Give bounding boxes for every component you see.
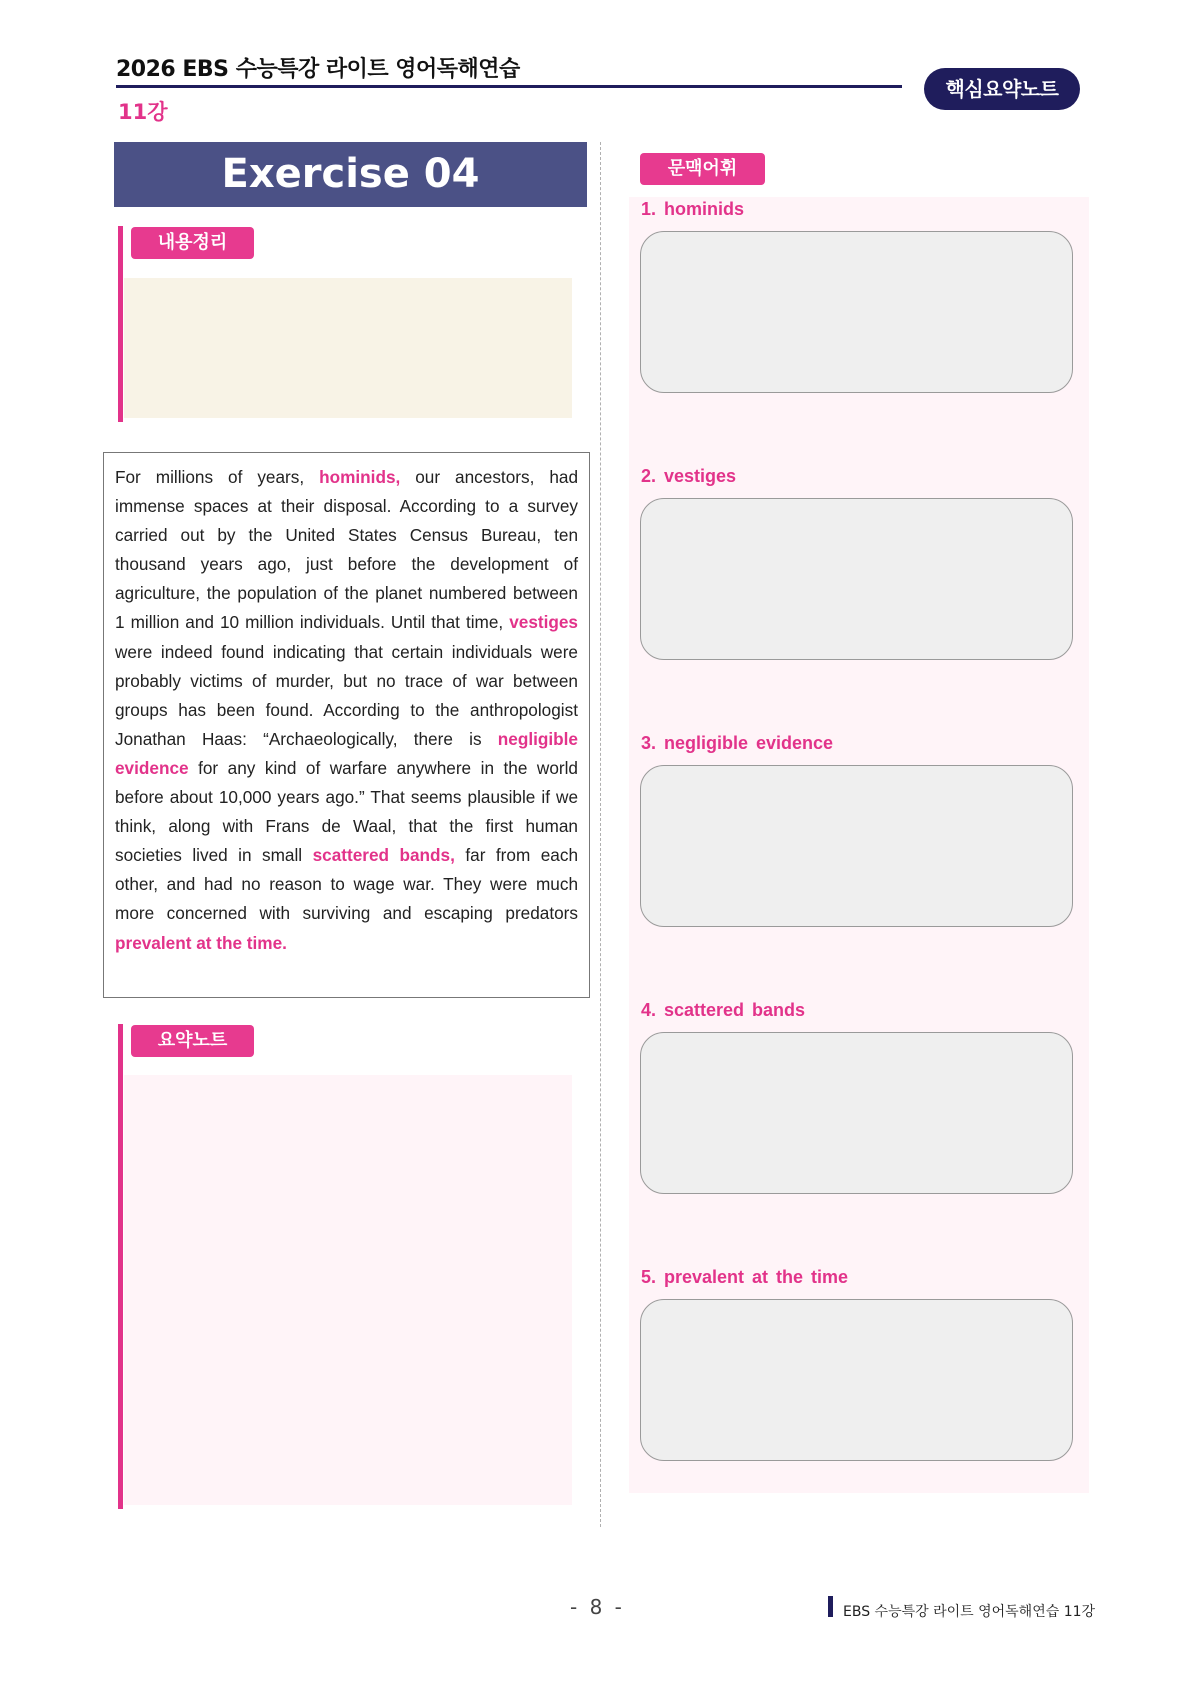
page-number: - 8 -	[570, 1595, 625, 1619]
highlight-negligible-evidence: negligible evidence	[115, 728, 578, 778]
vocab-answer-box[interactable]	[640, 231, 1073, 393]
section-badge: 핵심요약노트	[924, 68, 1080, 110]
vocab-label: 문맥어휘	[640, 153, 765, 185]
highlight-scattered-bands: scattered bands,	[312, 845, 455, 866]
vocab-item-label: 2. vestiges	[641, 466, 737, 486]
highlight-hominids: hominids,	[319, 467, 401, 487]
vocab-item-label: 1. hominids	[641, 199, 745, 219]
summary-note-box[interactable]	[124, 1075, 572, 1505]
content-summary-box[interactable]	[124, 278, 572, 418]
content-summary-accent-bar	[118, 226, 123, 422]
passage-text: were indeed found indicating that certain individuals were probably victims of murder, but no trace of war between groups has been found. According to the anthropologist Jonathan Haas: “Archaeologically, there is	[115, 641, 578, 749]
document-title: 2026 EBS 수능특강 라이트 영어독해연습	[116, 57, 520, 82]
content-summary-label: 내용정리	[131, 227, 254, 259]
vocab-answer-box[interactable]	[640, 1032, 1073, 1194]
exercise-title: Exercise 04	[114, 142, 587, 207]
summary-note-label: 요약노트	[131, 1025, 254, 1057]
highlight-prevalent-at-the-time: prevalent at the time.	[115, 932, 287, 953]
vocab-item-label: 3. negligible evidence	[641, 733, 834, 753]
vocab-item-label: 5. prevalent at the time	[641, 1267, 849, 1287]
vocab-answer-box[interactable]	[640, 765, 1073, 927]
vocab-answer-box[interactable]	[640, 1299, 1073, 1461]
passage-text: For millions of years,	[115, 467, 320, 487]
vocab-item-label: 4. scattered bands	[641, 1000, 806, 1020]
header-divider	[116, 85, 902, 88]
passage-text: for any kind of warfare anywhere in the world before about 10,000 years ago.” That seems plausible if we think, along with Frans de Waal, that the first human societies lived in small	[115, 757, 578, 866]
vocab-answer-box[interactable]	[640, 498, 1073, 660]
lesson-number: 11강	[118, 100, 168, 124]
footer-accent-bar	[828, 1596, 833, 1617]
footer-text: EBS 수능특강 라이트 영어독해연습 11강	[843, 1604, 1096, 1620]
reading-passage	[103, 452, 590, 998]
highlight-vestiges: vestiges	[509, 612, 578, 633]
passage-text: far from each other, and had no reason to wage war. They were much more concerned with surviving and escaping predators	[115, 845, 579, 924]
column-divider	[600, 142, 601, 1527]
passage-text: our ancestors, had immense spaces at their disposal. According to a survey carried out by the United States Census Bureau, ten thousand years ago, just before the development of agriculture, the population of the planet numbered between 1 million and 10 million individuals. Until that time,	[115, 467, 578, 633]
summary-note-accent-bar	[118, 1024, 123, 1509]
